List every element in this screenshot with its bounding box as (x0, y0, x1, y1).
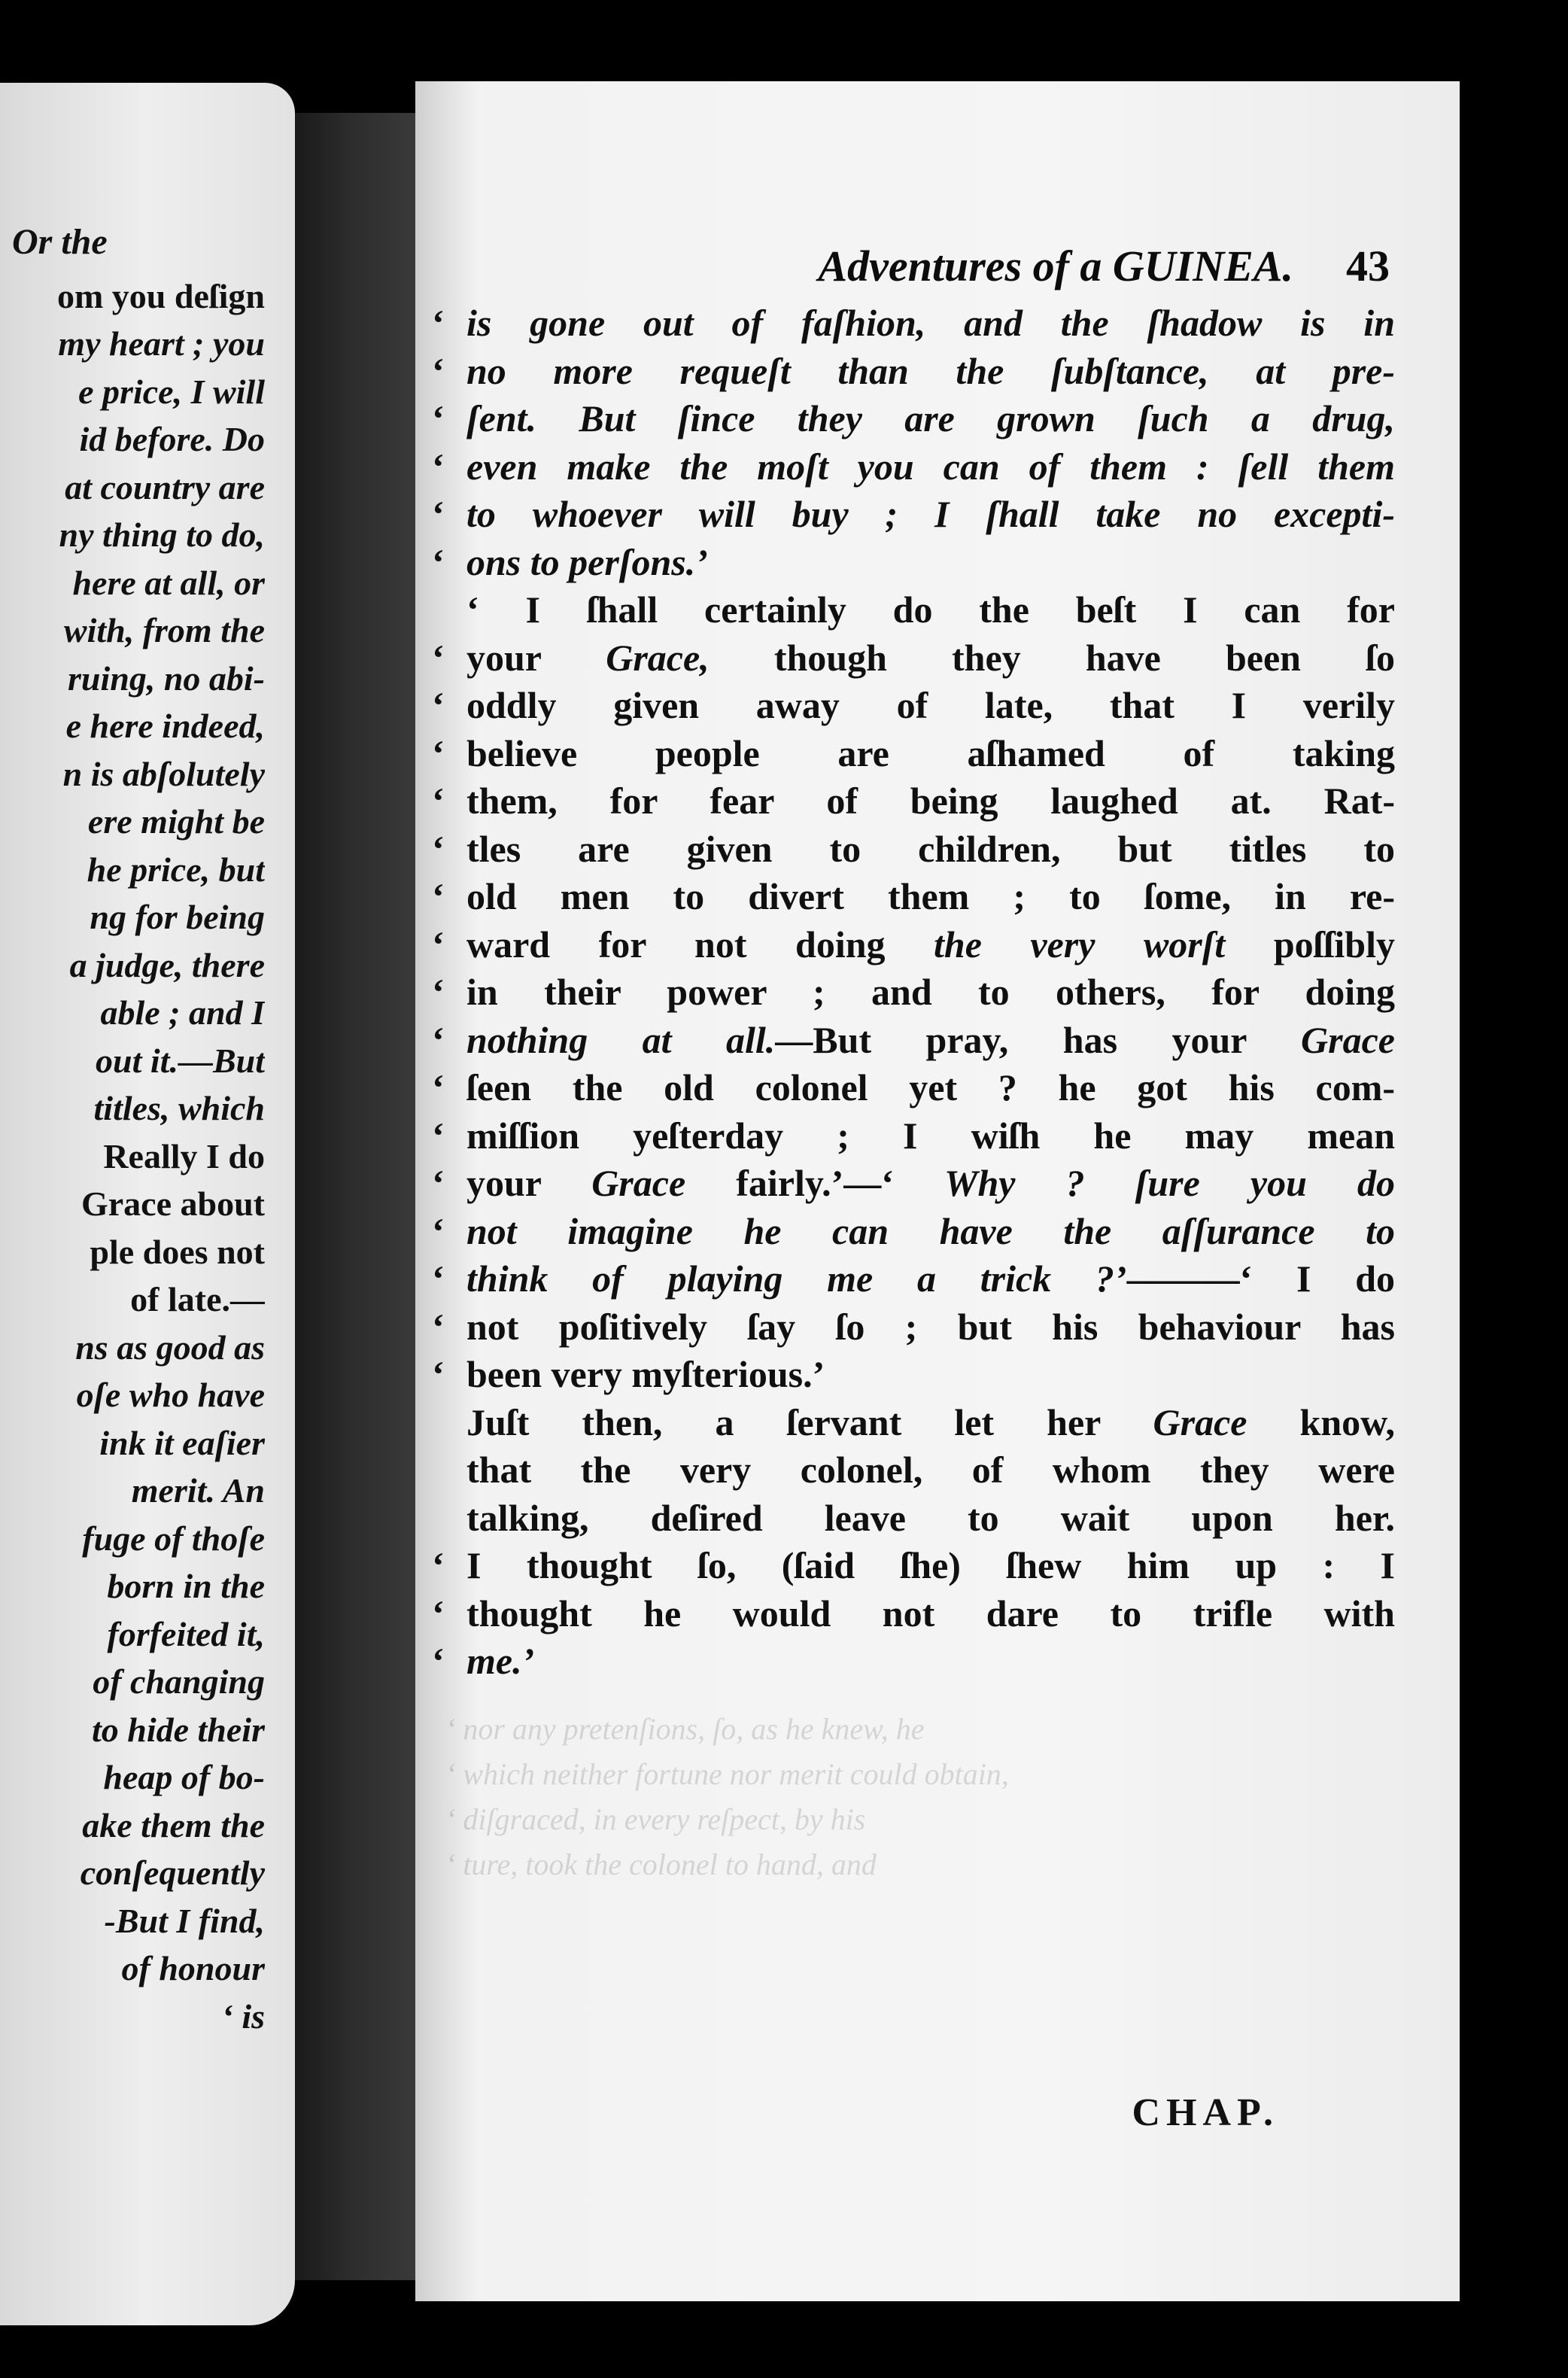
left-page-line: conſequently (80, 1853, 265, 1892)
line-text (466, 634, 1395, 683)
running-title: Adventures of a GUINEA. (818, 242, 1293, 290)
quote-margin-mark: ‘ (432, 397, 445, 439)
roman-text: old men to divert them ; to ſome, in re- (466, 875, 1395, 917)
italic-text: Grace (1301, 1018, 1395, 1061)
text-line (432, 1160, 1395, 1208)
left-page-line: e here indeed, (65, 707, 265, 745)
roman-text: though they have been ſo (709, 636, 1395, 679)
line-text (466, 491, 1395, 539)
roman-text: talking, deſired leave to wait upon her. (466, 1496, 1395, 1539)
left-page-line: ake them the (82, 1805, 265, 1844)
italic-text: think of playing me a trick ?’ (466, 1257, 1127, 1300)
left-page-line: ere might be (87, 802, 265, 841)
quote-margin-mark: ‘ (432, 875, 445, 917)
italic-text: even make the moſt you can of them : ſell them (466, 445, 1395, 488)
left-page-line: he price, but (87, 850, 265, 889)
roman-text: been very myſterious.’ (466, 1353, 825, 1395)
left-page-line: ny thing to do, (59, 515, 265, 554)
quote-margin-mark: ‘ (432, 1162, 445, 1204)
line-text (466, 826, 1395, 874)
text-line (432, 1351, 1395, 1399)
quote-margin-mark: ‘ (432, 1592, 445, 1634)
left-page-line: of changing (93, 1662, 265, 1701)
roman-text: ———‘ I do (1126, 1257, 1395, 1300)
line-text (466, 682, 1395, 730)
quote-margin-mark: ‘ (432, 923, 445, 965)
roman-text: miſſion yeſterday ; I wiſh he may mean (466, 1114, 1395, 1157)
left-page-line: ruing, no abi- (67, 658, 265, 698)
left-page-line: of late.— (130, 1280, 265, 1318)
quote-margin-mark: ‘ (432, 1640, 445, 1682)
left-page (0, 83, 295, 2325)
line-text (466, 1208, 1395, 1256)
text-line (432, 1542, 1395, 1590)
text-line (432, 969, 1395, 1017)
quote-margin-mark: ‘ (432, 1114, 445, 1157)
text-line (432, 1112, 1395, 1160)
italic-text: to whoever will buy ; I ſhall take no excepti- (466, 493, 1395, 535)
left-page-line: om you deſign (56, 276, 265, 315)
roman-text: not poſitively ſay ſo ; but his behaviour has (466, 1305, 1395, 1348)
book-gutter (295, 113, 415, 2280)
left-page-line: of honour (121, 1949, 265, 1987)
left-page-line: ‘ is (221, 1996, 265, 2036)
catchword: CHAP. (1132, 2091, 1279, 2134)
roman-text: fairly.’—‘ (685, 1162, 945, 1204)
quote-margin-mark: ‘ (432, 445, 445, 488)
right-page (415, 81, 1460, 2301)
text-line (432, 777, 1395, 826)
line-text (466, 1446, 1395, 1495)
italic-text: Why ? ſure you do (944, 1162, 1395, 1204)
roman-text: poſſibly (1225, 923, 1395, 965)
line-text (466, 873, 1395, 921)
roman-text: —But pray, has your (775, 1018, 1302, 1061)
text-line (432, 348, 1395, 396)
line-text (466, 443, 1395, 491)
left-page-line: Grace about (81, 1184, 265, 1223)
quote-margin-mark: ‘ (432, 1018, 445, 1061)
roman-text: tles are given to children, but titles to (466, 827, 1395, 870)
quote-margin-mark: ‘ (432, 1305, 445, 1348)
text-line (432, 1446, 1395, 1495)
roman-text: thought he would not dare to trifle with (466, 1592, 1395, 1634)
quote-margin-mark: ‘ (432, 684, 445, 726)
quote-margin-mark: ‘ (432, 780, 445, 822)
line-text (466, 1255, 1395, 1303)
line-text (466, 539, 1395, 587)
quote-margin-mark: ‘ (432, 636, 445, 679)
italic-text: Grace (591, 1162, 686, 1204)
quote-margin-mark: ‘ (432, 302, 445, 344)
page-number: 43 (1346, 242, 1390, 290)
quote-margin-mark: ‘ (432, 827, 445, 870)
line-text (466, 1590, 1395, 1638)
line-text (466, 921, 1395, 969)
roman-text: I thought ſo, (ſaid ſhe) ſhew him up : I (466, 1544, 1395, 1586)
text-line (432, 1208, 1395, 1256)
text-line (432, 586, 1395, 634)
text-line (432, 539, 1395, 587)
line-text (466, 1351, 1395, 1399)
roman-text: oddly given away of late, that I verily (466, 684, 1395, 726)
text-line (432, 826, 1395, 874)
text-line (432, 1590, 1395, 1638)
left-page-line: here at all, or (72, 563, 265, 602)
left-page-heading: Or the (12, 222, 108, 262)
text-line (432, 395, 1395, 443)
roman-text: Juſt then, a ſervant let her (466, 1400, 1153, 1443)
text-line (432, 443, 1395, 491)
roman-text: them, for fear of being laughed at. Rat- (466, 780, 1395, 822)
text-line (432, 300, 1395, 348)
left-page-line: out it.—But (96, 1041, 265, 1080)
text-line (432, 730, 1395, 778)
quote-margin-mark: ‘ (432, 1209, 445, 1252)
left-page-line: ink it eaſier (99, 1423, 265, 1462)
line-text (466, 348, 1395, 396)
text-line (432, 1399, 1395, 1447)
left-page-line: heap of bo- (103, 1758, 265, 1796)
page-body (432, 300, 1395, 1686)
line-text (466, 730, 1395, 778)
text-line (432, 1017, 1395, 1065)
line-text (466, 1112, 1395, 1160)
text-line (432, 682, 1395, 730)
text-line (432, 1495, 1395, 1543)
line-text (466, 1064, 1395, 1112)
roman-text: your (466, 1162, 592, 1204)
roman-text: ‘ I ſhall certainly do the beſt I can for (466, 588, 1395, 631)
text-line (432, 873, 1395, 921)
left-page-line: Really I do (103, 1136, 265, 1175)
line-text (466, 969, 1395, 1017)
line-text (466, 586, 1395, 634)
italic-text: ſent. But ſince they are grown ſuch a drug, (466, 397, 1395, 439)
left-page-line: a judge, there (69, 945, 265, 984)
text-line (432, 634, 1395, 683)
line-text (466, 1495, 1395, 1543)
left-page-line: e price, I will (78, 372, 265, 411)
roman-text: ſeen the old colonel yet ? he got his com- (466, 1066, 1395, 1108)
quote-margin-mark: ‘ (432, 971, 445, 1013)
quote-margin-mark: ‘ (432, 349, 445, 392)
line-text (466, 1542, 1395, 1590)
left-page-line: my heart ; you (58, 324, 265, 363)
quote-margin-mark: ‘ (432, 1257, 445, 1300)
quote-margin-mark: ‘ (432, 731, 445, 774)
left-page-text (0, 218, 265, 2040)
left-page-line: titles, which (93, 1089, 265, 1127)
page-header (573, 241, 1390, 291)
left-page-line: oſe who have (76, 1376, 265, 1414)
roman-text: that the very colonel, of whom they were (466, 1449, 1395, 1491)
quote-margin-mark: ‘ (432, 1353, 445, 1395)
roman-text: in their power ; and to others, for doing (466, 971, 1395, 1013)
line-text (466, 1399, 1395, 1447)
italic-text: ons to perſons.’ (466, 540, 708, 583)
left-page-line: ng for being (90, 898, 265, 936)
italic-text: not imagine he can have the aſſurance to (466, 1209, 1395, 1252)
text-line (432, 491, 1395, 539)
text-line (432, 1303, 1395, 1352)
left-page-line: fuge of thoſe (82, 1519, 265, 1558)
left-page-line: ple does not (90, 1232, 265, 1271)
left-page-line: with, from the (63, 611, 265, 649)
left-page-line: id before. Do (79, 420, 265, 458)
line-text (466, 1638, 1395, 1686)
line-text (466, 777, 1395, 826)
line-text (466, 1017, 1395, 1065)
line-text (466, 1160, 1395, 1208)
left-page-line: able ; and I (100, 993, 265, 1032)
italic-text: me.’ (466, 1640, 535, 1682)
italic-text: is gone out of faſhion, and the ſhadow is in (466, 302, 1395, 344)
quote-margin-mark: ‘ (432, 493, 445, 535)
text-line (432, 1064, 1395, 1112)
line-text (466, 395, 1395, 443)
quote-margin-mark: ‘ (432, 1544, 445, 1586)
quote-margin-mark: ‘ (432, 1066, 445, 1108)
left-page-line: forfeited it, (107, 1614, 265, 1653)
italic-text: the very worſt (934, 923, 1226, 965)
line-text (466, 300, 1395, 348)
left-page-line: at country are (65, 467, 265, 506)
left-page-line: to hide their (91, 1710, 265, 1749)
left-page-line: born in the (107, 1567, 265, 1605)
left-page-line: n is abſolutely (62, 754, 265, 793)
roman-text: believe people are aſhamed of taking (466, 731, 1395, 774)
italic-text: Grace (1153, 1400, 1247, 1443)
line-text (466, 1303, 1395, 1352)
left-page-line: ns as good as (75, 1327, 265, 1367)
roman-text: your (466, 636, 606, 679)
text-line (432, 921, 1395, 969)
italic-text: no more requeſt than the ſubſtance, at pre- (466, 349, 1395, 392)
text-line (432, 1255, 1395, 1303)
left-page-line: -But I find, (104, 1901, 265, 1940)
text-line (432, 1638, 1395, 1686)
show-through-text: ‘ nor any pretenſions, ſo, as he knew, he ‘ which neither fortune nor merit could obtain, ‘ diſgraced, in every reſpect, by his ‘ ture, took the colonel to hand, and (445, 1712, 1009, 1881)
roman-text: ward for not doing (466, 923, 934, 965)
italic-text: Grace, (606, 636, 710, 679)
left-page-line: merit. An (131, 1471, 265, 1510)
quote-margin-mark: ‘ (432, 540, 445, 583)
roman-text: know, (1247, 1400, 1395, 1443)
italic-text: nothing at all. (466, 1018, 776, 1061)
